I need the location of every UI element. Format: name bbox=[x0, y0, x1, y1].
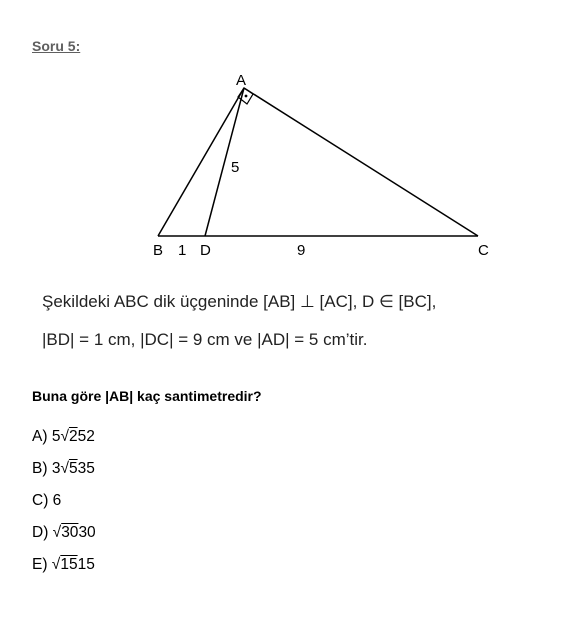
option-d-letter: D) bbox=[32, 524, 49, 541]
option-a-radicand: 2 bbox=[68, 428, 78, 445]
question-text: Buna göre |AB| kaç santimetredir? bbox=[32, 388, 262, 404]
label-ad-length: 5 bbox=[231, 159, 240, 176]
option-a[interactable]: A) 5√252 bbox=[32, 428, 95, 445]
option-b-trail: 35 bbox=[77, 460, 95, 477]
option-c-value: 6 bbox=[52, 492, 62, 509]
side-ac bbox=[244, 88, 478, 236]
option-a-coef: 5 bbox=[51, 428, 61, 445]
label-d: D bbox=[200, 242, 211, 259]
option-e-letter: E) bbox=[32, 556, 48, 573]
statement-line-2: |BD| = 1 cm, |DC| = 9 cm ve |AD| = 5 cm’tir. bbox=[42, 330, 368, 349]
option-e-radicand: 15 bbox=[60, 556, 78, 573]
option-a-letter: A) bbox=[32, 428, 48, 445]
option-c[interactable] bbox=[32, 492, 61, 510]
question-title: Soru 5: bbox=[32, 38, 81, 54]
label-bd-length: 1 bbox=[178, 242, 187, 259]
label-c: C bbox=[478, 242, 489, 259]
right-angle-dot bbox=[245, 95, 248, 98]
option-e[interactable]: E) √1515 bbox=[32, 556, 95, 573]
statement-line-1: Şekildeki ABC dik üçgeninde [AB] ⊥ [AC], D ∈ [BC], bbox=[42, 292, 437, 311]
label-a: A bbox=[236, 72, 247, 89]
option-d-radicand: 30 bbox=[61, 524, 79, 541]
label-dc-length: 9 bbox=[297, 242, 306, 259]
option-d[interactable]: D) √3030 bbox=[32, 524, 96, 541]
option-b-coef: 3 bbox=[51, 460, 61, 477]
option-b[interactable]: B) 3√535 bbox=[32, 460, 95, 477]
option-c-letter: C) bbox=[32, 492, 49, 509]
option-d-trail: 30 bbox=[78, 524, 96, 541]
option-b-radicand: 5 bbox=[68, 460, 78, 477]
option-e-trail: 15 bbox=[77, 556, 95, 573]
option-a-trail: 52 bbox=[77, 428, 95, 445]
triangle-figure bbox=[0, 0, 569, 300]
label-b: B bbox=[153, 242, 164, 259]
option-b-letter: B) bbox=[32, 460, 48, 477]
